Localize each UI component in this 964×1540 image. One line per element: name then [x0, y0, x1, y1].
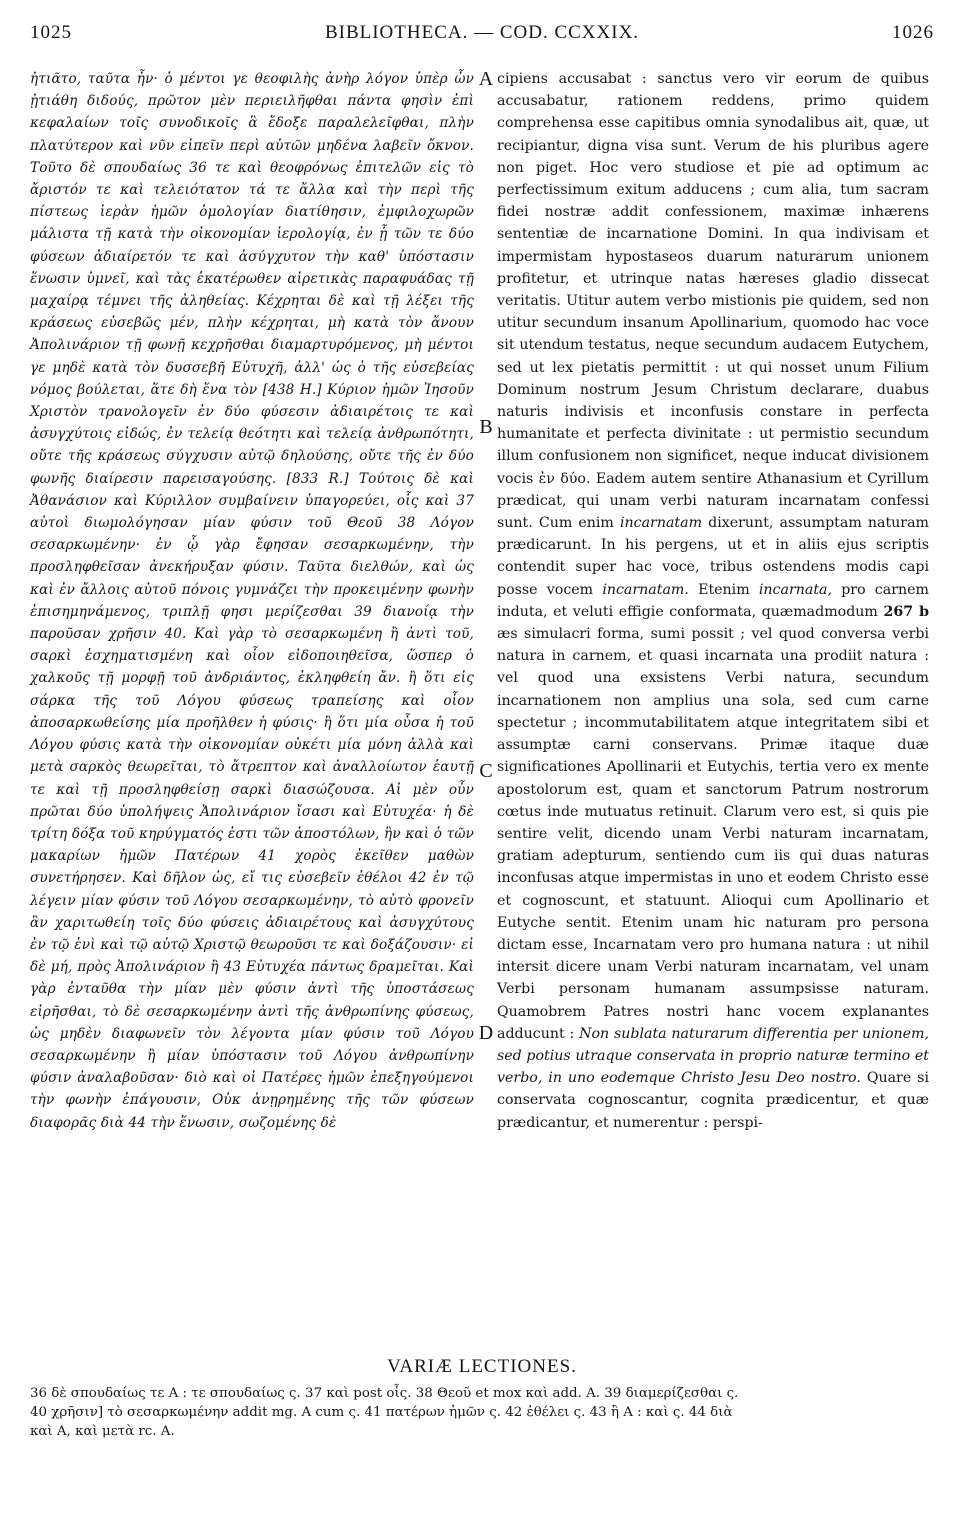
latin-segment: dixerunt, assumptam naturam prædicarunt. In his pergens, ut et in aliis ejus scriptis contendit super hac voce, tribus ostendens modis capi posse vocem — [497, 515, 929, 598]
latin-italic: incarnatam — [619, 515, 703, 532]
greek-text: ἠτιᾶτο, ταῦτα ἦν· ὁ μέντοι γε θεοφιλὴς ἀνὴρ λόγον ὑπὲρ ὧν ᾐτιάθη διδούς, πρῶτον μὲν περιειλῆφθαι πάντα φησὶν ἐπὶ κεφαλαίων τοῖς συνοδικοῖς ἃ ἔδοξε παραλελεῖφθαι, πλὴν πλατύτερον καὶ νῦν εἰπεῖν περὶ αὐτῶν μηδένα λαβεῖν ὄκνον. Τοῦτο δὲ σπουδαίως 36 τε καὶ θεοφρόνως ἐπιτελῶν εἰς τὸ ἄριστόν τε καὶ τελειότατον τά τε ἄλλα καὶ τὴν περὶ τῆς πίστεως ἱερὰν ἡμῶν ὁμολογίαν διατίθησιν, ἐμφιλοχωρῶν μάλιστα τῇ κατὰ τὴν οἰκονομίαν ἱερολογίᾳ, ἐν ᾗ τῶν τε δύο φύσεων ἀδιαίρετόν τε καὶ ἀσύγχυτον τὴν καθ' ὑπόστασιν ἕνωσιν ὑμνεῖ, καὶ τὰς ἑκατέρωθεν αἱρετικὰς παραφυάδας τῇ μαχαίρᾳ τέμνει τῆς ἀληθείας. Κέχρηται δὲ καὶ τῇ λέξει τῆς κράσεως εὐσεβῶς μέν, πλὴν κέχρηται, μὴ κατὰ τὸν ἄνουν Ἀπολινάριον τῇ φωνῇ κεχρῆσθαι διαμαρτυρόμενος, μὴ μέντοι γε μηδὲ κατὰ τὸν δυσσεβῆ Εὐτυχῆ, ἀλλ' ὡς ὁ τῆς εὐσεβείας νόμος βούλεται, ἅτε δὴ ἕνα τὸν [438 H.] Κύριον ἡμῶν Ἰησοῦν Χριστὸν τρανολογεῖν ἐν δύο φύσεσιν ἀδιαιρέτοις τε καὶ ἀσυγχύτοις εἰδώς, ἐν τελείᾳ θεότητι καὶ τελείᾳ ἀνθρωπότητι, οὔτε τῆς κράσεως σύγχυσιν αὐτῷ δηλούσης, οὔτε τῆς ἐν δύο φωνῆς διαίρεσιν παρεισαγούσης. [833 R.] Τούτοις δὲ καὶ Ἀθανάσιον καὶ Κύριλλον συμβαίνειν ὑπαγορεύει, οἷς καὶ 37 αὐτοὶ διωμολόγησαν μίαν φύσιν τοῦ Θεοῦ 38 Λόγον σεσαρκωμένην· ἐν ᾧ γὰρ ἔφησαν σεσαρκωμένην, τὴν προσληφθεῖσαν ἀνεκήρυξαν φύσιν. Ταῦτα διελθών, καὶ ὡς καὶ ἐν ἄλλοις αὐτοῦ πόνοις γυμνάζει τὴν προκειμένην φωνὴν ἐπισημηνάμενος, τριπλῇ φησι μερίζεσθαι 39 διανοίᾳ τὴν παροῦσαν χρῆσιν 40. Καὶ γὰρ τὸ σεσαρκωμένη ἢ ἀντὶ τοῦ, σαρκὶ ἐσχηματισμένη καὶ οἷον εἰδοποιηθεῖσα, ὥσπερ ὁ χαλκοῦς τῇ μορφῇ τοῦ ἀνδριάντος, ἐκληφθείη ἄν. ἢ ὅτι εἰς σάρκα τῆς τοῦ Λόγου φύσεως τραπείσης καὶ οἷον ἀποσαρκωθείσης μία προῆλθεν ἡ φύσις· ἢ ὅτι μία οὖσα ἡ τοῦ Λόγου φύσις κατὰ τὴν οἰκονομίαν οὐκέτι μία μόνη ἀλλὰ καὶ μετὰ σαρκὸς θεωρεῖται, τὸ ἄτρεπτον καὶ ἀναλλοίωτον ἑαυτῇ τε καὶ τῇ προσληφθείσῃ σαρκὶ διασώζουσα. Αἱ μὲν οὖν πρῶται δύο ὑπολήψεις Ἀπολινάριον ἴσασι καὶ Εὐτυχέα· ἡ δὲ τρίτη δόξα τοῦ κηρύγματός ἐστι τῶν ἀποστόλων, ἣν καὶ ὁ τῶν μακαρίων ἡμῶν Πατέρων 41 χορὸς ἐκεῖθεν μαθὼν συνετήρησεν. Καὶ δῆλον ὡς, εἴ τις εὐσεβεῖν ἐθέλοι 42 ἐν τῷ λέγειν μίαν φύσιν τοῦ Λόγου σεσαρκωμένην, τὸ αὐτὸ φρονεῖν ἂν χαριτωθείη τοῖς δύο φύσεις ἀδιαιρέτους καὶ ἀσυγχύτους ἐν τῷ ἑνὶ καὶ τῷ αὐτῷ Χριστῷ θεωροῦσι τε καὶ δοξάζουσιν· εἰ δὲ μή, πρὸς Ἀπολινάριον ἢ 43 Εὐτυχέα πάντως δραμεῖται. Καὶ γὰρ ἐνταῦθα τὴν μίαν μὲν φύσιν ἀντὶ τῆς ὑποστάσεως εἰρῆσθαι, τὸ δὲ σεσαρκωμένην ἀντὶ τῆς ἀνθρωπίνης φύσεως, ὡς μηδὲν διαφωνεῖν τὸν λέγοντα μίαν φύσιν τοῦ Λόγου σεσαρκωμένην ἢ μίαν ὑπόστασιν τοῦ Λόγου ἀνθρωπίνην φύσιν ἀναλαβοῦσαν· διὸ καὶ οἱ Πατέρες ἡμῶν ἐπεξηγούμενοι τὴν φωνὴν ἐπάγουσιν, Οὐκ ἀνῃρημένης τῆς τῶν φύσεων διαφορᾶς διὰ 44 τὴν ἕνωσιν, σωζομένης δὲ — [30, 71, 474, 1131]
note-line: 40 χρῆσιν] τὸ σεσαρκωμένην addit mg. A cum ς. 41 πατέρων ἡμῶν ς. 42 ἐθέλει ς. 43 ἢ A : καὶ ς. 44 διὰ — [30, 1405, 733, 1420]
margin-marker-c: C — [479, 760, 493, 782]
latin-segment: Etenim — [698, 581, 750, 598]
note-line: 36 δὲ σπουδαίως τε A : τε σπουδαίως ς. 37 καὶ post οἷς. 38 Θεοῦ et mox καὶ add. A. 39 διαμερίζεσθαι ς. — [30, 1386, 739, 1401]
latin-segment: æs simulacri forma, sumi possit ; vel quod conversa verbi natura in carnem, et quasi incarnata una prodiit natura : vel quod una exsistens Verbi natura, secundum incarnationem non amplius una sola, sed cum carne spectetur ; incommutabilitatem atque integritatem sibi et assumptæ carni conservans. Primæ itaque duæ significationes Apollinarii et Eutychis, tertia vero ex mente apostolorum est, quam et sanctorum Patrum nostrorum cœtus inde mutuatus retinuit. Clarum vero est, si quis pie sentire velit, dicendo unam Verbi naturam incarnatam, gratiam adepturum, sentiendo cum iis qui duas naturas inconfusas atque impermistas in uno et eodem Christo esse et cognoscunt, et statuunt. Alioqui cum Apollinario et Eutyche sentit. Etenim unam hic naturam pro persona dictam esse, Incarnatam vero pro humana natura : ut nihil intersit dicere unam Verbi naturam incarnatam, vel unam Verbi personam humanam assumpsisse naturam. Quamobrem Patres nostri hanc vocem explanantes adducunt : — [497, 626, 929, 1042]
greek-column — [30, 68, 474, 1358]
latin-column — [497, 68, 929, 1358]
variae-lectiones-heading: VARIÆ LECTIONES. — [387, 1356, 577, 1377]
variant-readings — [30, 1384, 932, 1441]
latin-text — [497, 68, 929, 1134]
running-title: BIBLIOTHECA. — COD. CCXXIX. — [324, 22, 640, 43]
page-header — [30, 22, 934, 56]
margin-marker-a: A — [478, 68, 494, 90]
page-number-left: 1025 — [30, 22, 72, 43]
margin-marker-b: B — [479, 416, 493, 438]
latin-italic: Non sublata naturarum differentia per unionem, sed potius utraque conservata in proprio naturæ termino et verbo, in uno eodemque Christo Jesu Deo nostro. — [497, 1025, 929, 1087]
column-reference: 267 b — [883, 603, 929, 620]
note-line: καὶ A, καὶ μετὰ rc. A. — [30, 1424, 175, 1439]
latin-segment: pro carnem induta, et veluti effigie conformata, quæmadmodum — [497, 581, 929, 620]
page-number-right: 1026 — [892, 22, 934, 43]
latin-italic: incarnata, — [758, 581, 833, 598]
latin-segment: cipiens accusabat : sanctus vero vir eorum de quibus accusabatur, rationem reddens, primo quidem comprehensa esse capitibus omnia synodalibus ait, quæ, ut recipiantur, digna visa sunt. Verum de his pluribus agere non piget. Hoc vero studiose et pie ad optimum ac perfectissimum exitum adducens ; cum alia, tum sacram fidei nostræ addit confessionem, maximæ inhærens sententiæ de incarnatione Domini. In qua indivisam et impermistam hypostaseos duarum naturarum unionem profitetur, et utrinque natas hæreses gladio dissecat veritatis. Utitur autem verbo mistionis pie quidem, sed non utitur secundum insanum Apollinarium, quomodo hac voce sit utendum testatus, neque secundum audacem Eutychem, sed ut lex pietatis permittit : ut qui nosset unum Filium Dominum nostrum Jesum Christum declarare, duabus naturis indivisis et inconfusis constare in perfecta humanitate et perfecta divinitate : ut permistio secundum illum confusionem non significet, neque inducat divisionem vocis ἐν δύο. Eadem autem sentire Athanasium et Cyrillum prædicat, qui unam verbi naturam incarnatam confessi sunt. Cum enim — [497, 71, 929, 532]
latin-italic: incarnatam. — [602, 581, 689, 598]
margin-marker-d: D — [478, 1022, 494, 1044]
latin-segment: Quare si conservata cognoscantur, cognita prædicentur, et quæ prædicantur, et numerentur : perspi- — [497, 1070, 929, 1131]
